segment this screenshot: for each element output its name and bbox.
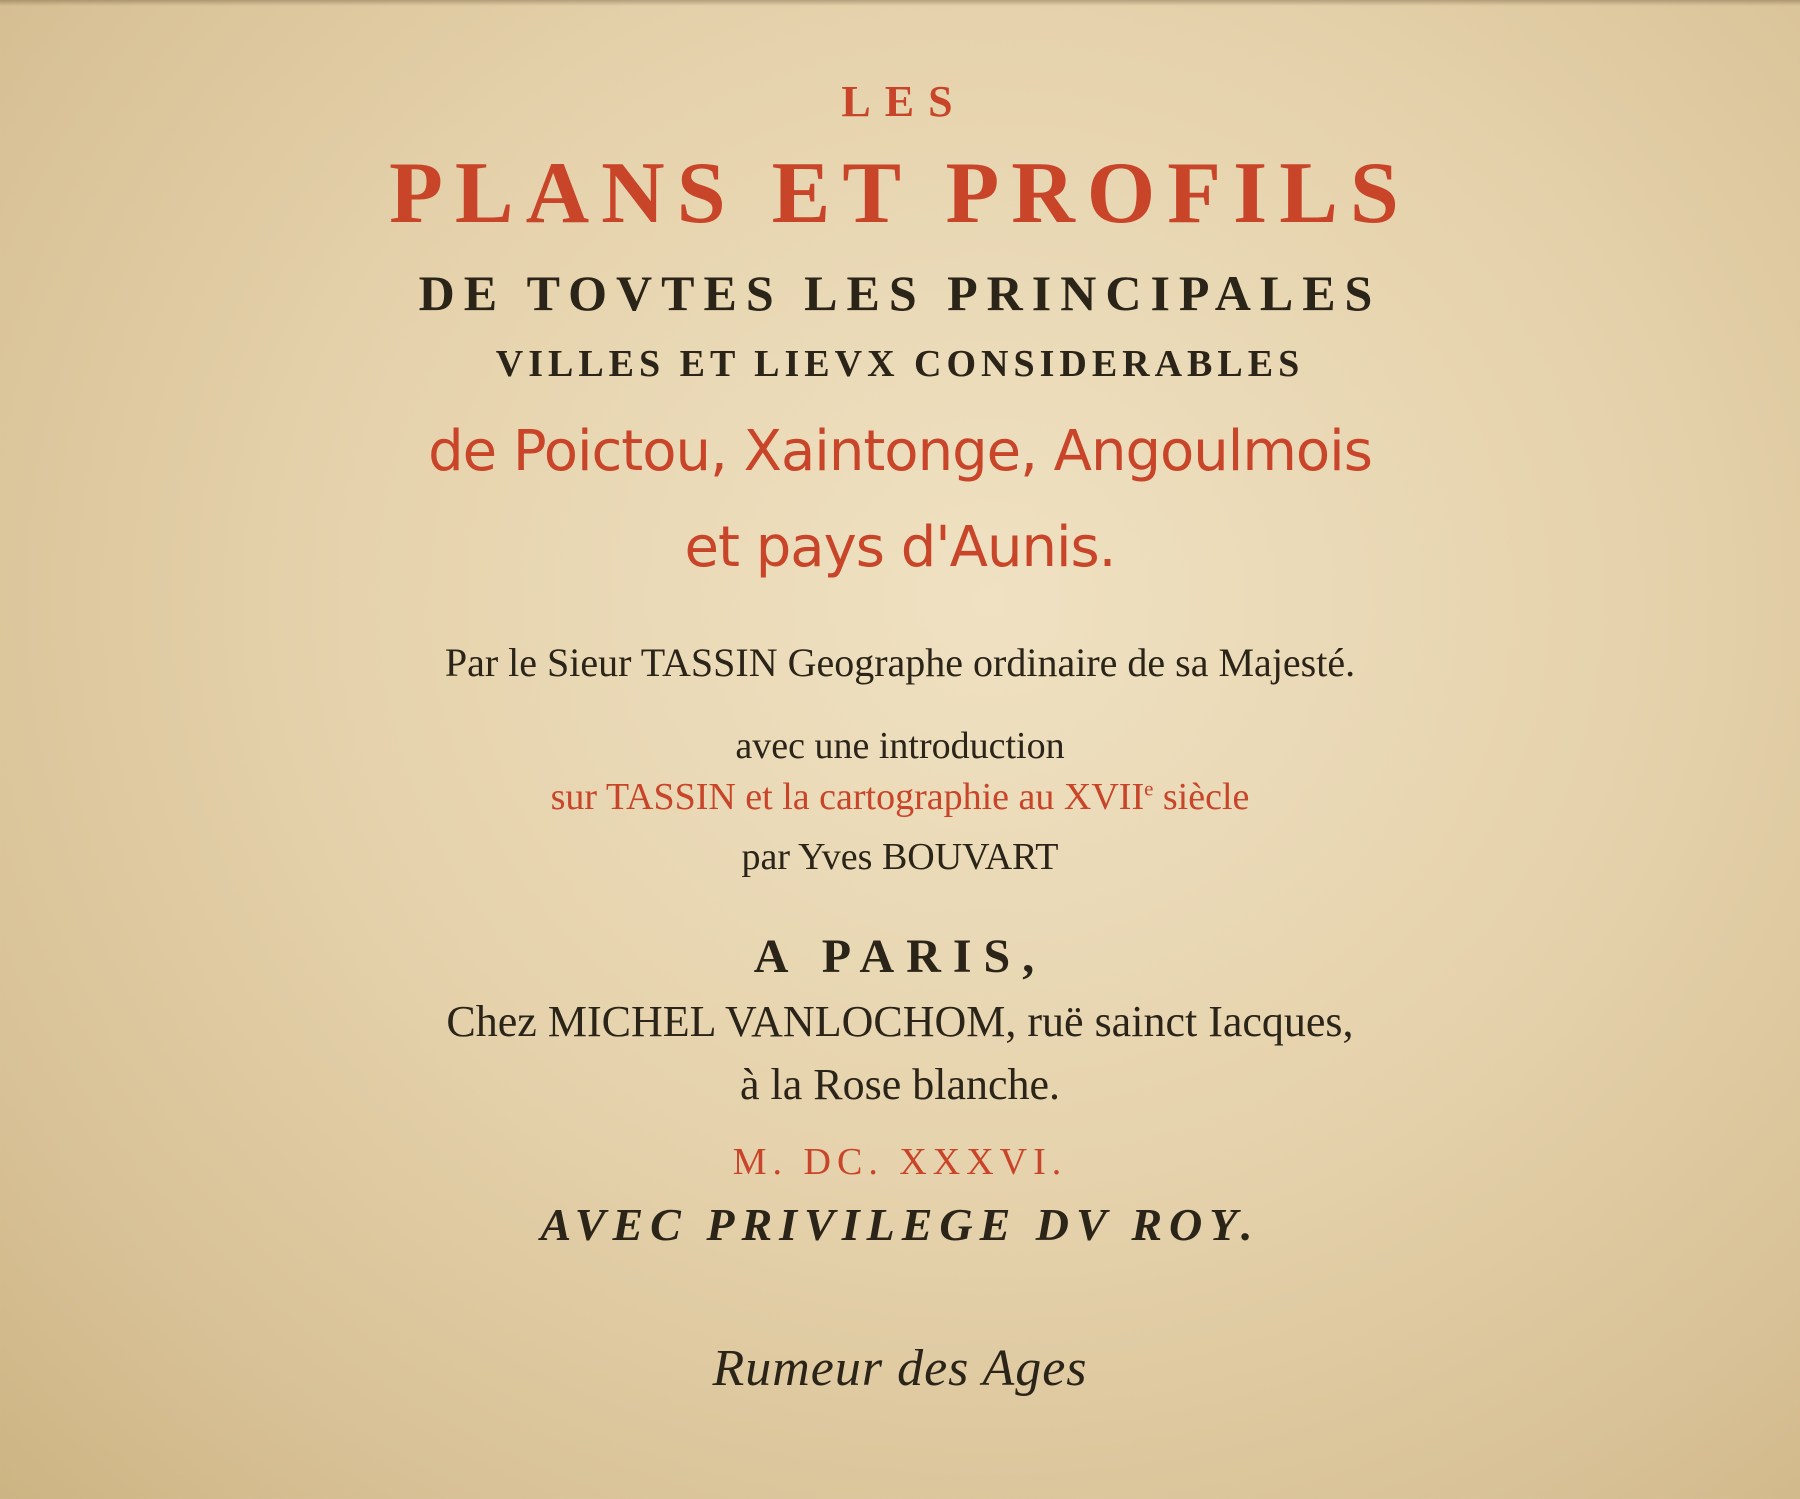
- imprint-signature: Rumeur des Ages: [712, 1340, 1088, 1397]
- regions-line: de Poictou, Xaintonge, Angoulmois: [428, 419, 1372, 484]
- title-les: LES: [841, 77, 967, 126]
- address-line: à la Rose blanche.: [739, 1060, 1061, 1109]
- privilege-line: AVEC PRIVILEGE DV ROY.: [540, 1199, 1260, 1250]
- subject-prefix: sur TASSIN et la cartographie au XVII: [550, 776, 1145, 818]
- subtitle-villes: VILLES ET LIEVX CONSIDERABLES: [495, 343, 1305, 385]
- page-top-edge: [0, 0, 1800, 6]
- author-line: Par le Sieur TASSIN Geographe ordinaire de sa Majesté.: [444, 640, 1356, 685]
- subject-superscript: e: [1144, 776, 1154, 801]
- main-title: PLANS ET PROFILS: [389, 145, 1411, 242]
- aunis-line: et pays d'Aunis.: [684, 515, 1116, 580]
- intro-line: avec une introduction: [735, 725, 1065, 767]
- subject-line: [0, 778, 1800, 816]
- subject-suffix: siècle: [1153, 776, 1250, 818]
- subtitle-toutes: DE TOVTES LES PRINCIPALES: [418, 265, 1382, 321]
- city-line: A PARIS,: [753, 930, 1047, 983]
- introducer-line: par Yves BOUVART: [741, 836, 1059, 878]
- date-line: M. DC. XXXVI.: [732, 1141, 1068, 1183]
- publisher-line: Chez MICHEL VANLOCHOM, ruë sainct Iacques,: [446, 997, 1354, 1046]
